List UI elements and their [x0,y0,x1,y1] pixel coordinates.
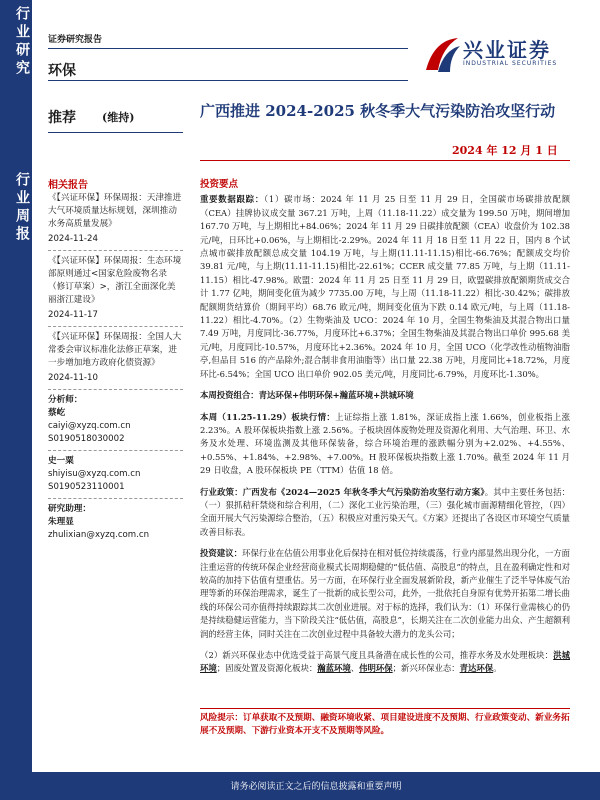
advice-paragraph-2 [200,649,570,676]
report-title: 广西推进 2024-2025 秋冬季大气污染防治攻坚行动 [200,102,556,120]
footer-bar [32,772,600,800]
assistant-email[interactable]: zhulixian@xyzq.com.cn [48,530,150,540]
rating-label: 推荐 [48,110,76,126]
report-date: 2024 年 12 月 1 日 [452,144,558,157]
advice-body: 环保行业在估值公用事业化后保持在相对低位持续震荡，行业内部显然出现分化，一方面注重运营的传统环保企业经营商业模式长周期稳健的“低估值、高股息”的特点，且在盈利确定性和对较高的加持下估值有望重估。另一方面，在环保行业全面发展新阶段，新产业催生了泛半导体废气治理等新的环保治理需求，诞生了一批新的成长型公司，此外，一批依托自身原有优势开拓第二增长曲线的环保公司亦值得持续跟踪其二次创业进展。对于标的选择，我们认为：（1）环保行业需核心的仍是持续稳健运营能力，当下阶段关注“低估值，高股息”，长期关注在二次创业能力出众、产生超额利润的经营主体，同时关注在二次创业过程中具备较大潜力的龙头公司； [200,548,571,639]
rating-rule [48,132,183,133]
portfolio-paragraph [200,389,570,402]
risk-rule [200,708,570,709]
recommended-stock: 洪城环境 [200,650,571,674]
divider [48,389,183,390]
analyst-role: 分析师： [48,395,83,405]
market-label: 本周（11.25-11.29）板块行情： [200,411,336,422]
divider [48,250,183,251]
policy-body: 。其中主要任务包括：（一）狠抓秸秆禁烧和综合利用，（二）深化工业污染治理，（三）强化城市面源精细化管控，（四）全面开展大气污染源综合整治，（五）积极应对重污染天气。《方案》还提出了各设区市环境空气质量改善目标表。 [200,486,570,537]
analyst-name: 蔡屹 [48,408,66,418]
assistant-name: 朱理显 [48,517,74,527]
sidebar-category-label: 行业研究 [14,6,30,78]
risk-label: 风险提示： [200,713,243,723]
header-rule [48,48,408,49]
advice-body-2: （2）新兴环保业态中优选受益于高景气度且具备潜在成长性的公司，推荐水务及水处理板块： [200,650,554,660]
sidebar [0,0,32,800]
left-column [48,192,183,542]
title-rule [200,160,570,161]
related-report-link[interactable]: 《【兴证环保】环保周报：天津推进大气环境质量达标规划，深圳推动水务高质量发展》 [48,193,182,229]
advice-end: 。 [493,663,502,674]
advice-label: 投资建议： [200,548,243,559]
advice-text: ；新兴环保业态： [392,663,460,674]
risk-body: 订单获取不及预期、融资环境收紧、项目建设进度不及预期、行业政策变动、新业务拓展不及预期、下游行业资本开支不及预期等风险。 [200,713,570,736]
policy-label: 行业政策：广西发布《2024—2025 年秋冬季大气污染防治攻坚行动方案》 [200,486,485,497]
brand-name-en: INDUSTRIAL SECURITIES [463,60,558,67]
related-report-date: 2024-11-10 [48,373,98,383]
analyst-email[interactable]: caiyi@xyzq.com.cn [48,421,131,431]
main-content [200,178,570,684]
rating-sub: (维持) [102,111,135,124]
carbon-label: 重要数据跟踪： [200,194,264,205]
related-report-link[interactable]: 《【兴证环保】环保周报：全国人大常委会审议标准化法修正草案，进一步增加地方政府化债资源》 [48,332,182,368]
advice-sep: 、 [350,663,360,674]
analyst-name: 史一粟 [48,456,74,466]
analyst-cert: S0190518030002 [48,434,125,444]
recommended-stock: 伟明环保 [359,663,393,674]
policy-paragraph [200,486,570,540]
section-heading: 投资要点 [200,179,239,190]
sector-name: 环保 [48,63,76,79]
related-report-link[interactable]: 《【兴证环保】环保周报：生态环境部原则通过<国家危险废物名录（修订草案）>，浙江全面深化美丽浙江建设》 [48,256,182,305]
portfolio-body: 青达环保+伟明环保+瀚蓝环境+洪城环境 [258,390,414,401]
carbon-body: （1）碳市场：2024 年 11 月 25 日至 11 月 29 日，全国碳市场碳排放配额（CEA）挂牌协议成交量 367.21 万吨，上周（11.18-11.22）成交量为 199.50 万吨，期间增加 167.70 万吨，与上期相比+84.06%；2024 年 11 月 29 日碳排放配额（CEA）收盘价为 102.38 元/吨，日环比+0.06%，与上期相比-2.29%。2024 年 11 月 18 日至 11 月 22 日，国内 8 个试点城市碳排放配额总成交量 104.19 万吨，与上期(11.11-11.15)相比-66.76%；配额成交均价 39.81 元/吨，与上期(11.11-11.15)相比-22.61%；CCER 成交量 77.85 万吨，与上期（11.11-11.15）相比-47.98%。欧盟：2024 年 11 月 25 日至 11 月 29 日，欧盟碳排放配额期货成交合计 1.77 亿吨，期间变化值为减少 7735.00 万吨，与上周（11.18-11.22）相比-30.42%；碳排放配额期货结算价（期间平均）68.76 欧元/吨，期间变化值为下跌 0.14 欧元/吨，与上周（11.18-11.22）相比-4.70%。（2）生物柴油及 UCO：2024 年 10 月，全国生物柴油及其混合物出口量 7.49 万吨，月度同比-36.77%，月度环比+6.37%；全国生物柴油及其混合物出口单价 995.68 美元/吨，月度同比-10.57%，月度环比+2.36%。2024 年 10 月，全国 UCO（化学改性动植物油脂亭,但品目 516 的产品除外;混合制非食用油脂等）出口量 22.38 万吨，月度同比+18.72%，月度环比-6.54%；全国 UCO 出口单价 902.05 美元/吨，月度同比-6.79%，月度环比-1.30%。 [200,194,571,379]
related-reports-heading: 相关报告 [48,180,88,191]
analyst-cert: S0190523110001 [48,482,125,492]
assistant-role: 研究助理： [48,504,91,514]
market-paragraph [200,411,570,478]
recommended-stock: 青达环保 [459,663,494,674]
divider [48,498,183,499]
portfolio-label: 本周投资组合： [200,390,259,401]
related-report-date: 2024-11-17 [48,310,98,320]
carbon-market-paragraph [200,193,570,381]
divider [48,450,183,451]
risk-warning [200,712,570,738]
market-body: 上证综指上涨 1.81%，深证成指上涨 1.66%，创业板指上涨 2.23%。A 股环保板块指数上涨 2.56%。子板块固体废物处理及资源化利用、大气治理、环卫、水务及水处理、环境监测及其他环保装备，综合环境治理的涨跌幅分别为+2.02%、+4.55%、+0.55%、+1.84%、+2.98%、+7.00%。H 股环保板块指数上涨 1.70%。截至 2024 年 11 月 29 日收盘，A 股环保板块 PE（TTM）估值 18 倍。 [200,411,570,476]
footer-disclaimer: 请务必阅读正文之后的信息披露和重要声明 [230,782,402,792]
recommended-stock: 瀚蓝环境 [317,663,351,674]
advice-text: ；固废处置及资源化板块： [216,663,318,674]
advice-paragraph [200,547,570,641]
sector-rule [48,80,408,81]
report-type-label: 证券研究报告 [48,35,103,45]
sidebar-type-label: 行业周报 [14,172,30,244]
divider [48,326,183,327]
brand-name: 兴业证券 [463,38,551,62]
related-report-date: 2024-11-24 [48,234,98,244]
analyst-email[interactable]: shiyisu@xyzq.com.cn [48,469,141,479]
